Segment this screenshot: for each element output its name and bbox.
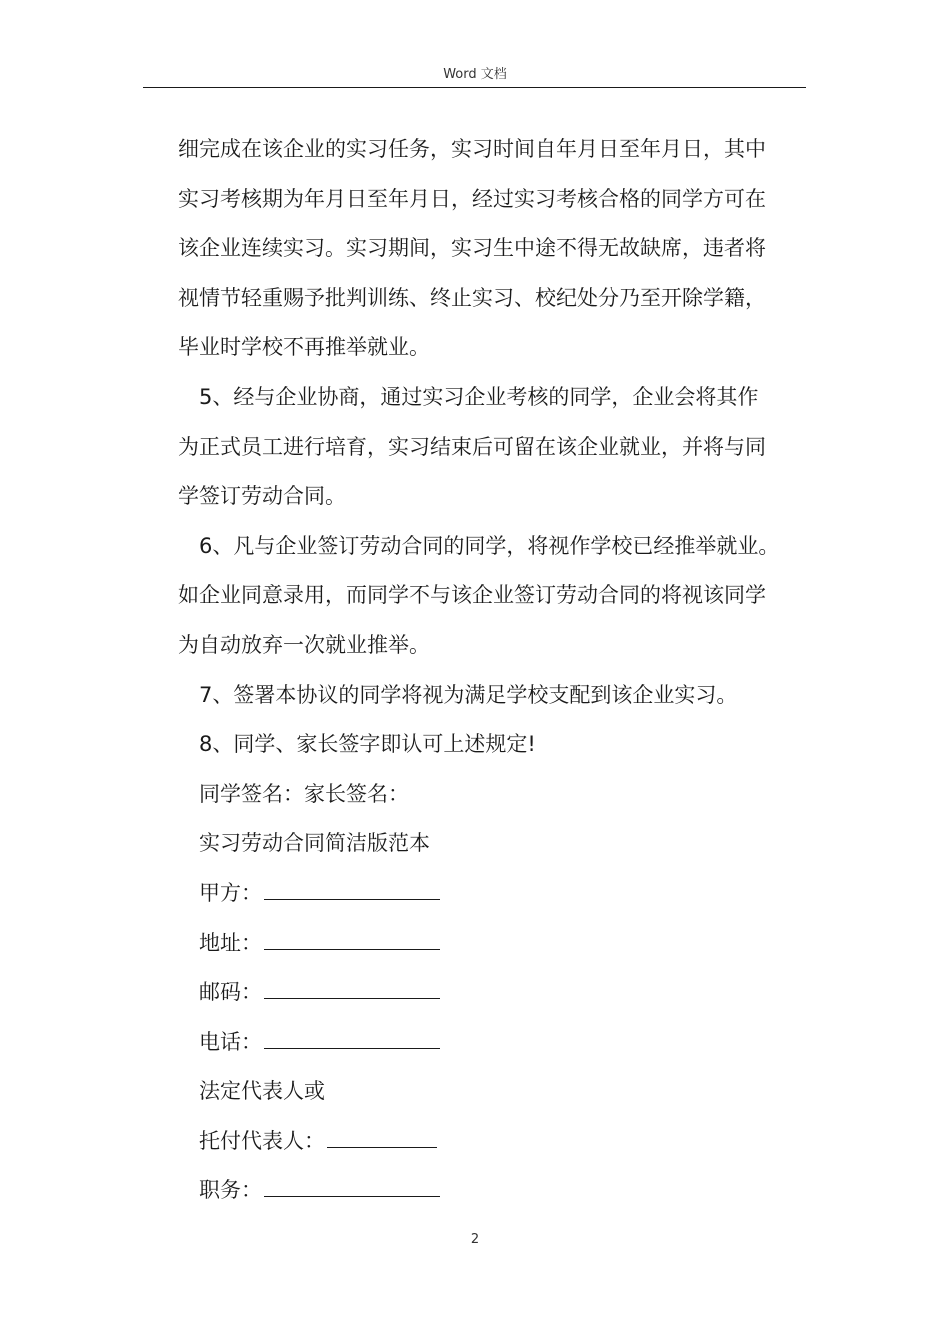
text-line: 如企业同意录用，而同学不与该企业签订劳动合同的将视该同学 xyxy=(178,583,766,608)
party-a-blank[interactable] xyxy=(264,879,440,900)
text-line: 该企业连续实习。实习期间，实习生中途不得无故缺席，违者将 xyxy=(178,236,766,261)
field-label: 邮码： xyxy=(199,980,262,1005)
signature-line: 同学签名：家长签名： xyxy=(199,781,409,806)
text-line: 细完成在该企业的实习任务，实习时间自年月日至年月日，其中 xyxy=(178,137,766,161)
field-label: 法定代表人或 xyxy=(199,1079,325,1104)
phone-blank[interactable] xyxy=(264,1028,440,1049)
paragraph-item-6 xyxy=(178,522,808,671)
field-label: 托付代表人： xyxy=(199,1128,325,1153)
field-party-a xyxy=(178,869,808,919)
text-line: 为自动放弃一次就业推举。 xyxy=(178,632,430,657)
field-legal-rep xyxy=(178,1067,808,1117)
text-line: 为正式员工进行培育，实习结束后可留在该企业就业，并将与同 xyxy=(178,434,766,459)
field-label: 电话： xyxy=(199,1029,262,1054)
page-number: 2 xyxy=(470,1232,480,1247)
paragraph-item-5 xyxy=(178,373,808,522)
page-header-title: Word 文档 xyxy=(443,67,507,82)
text-line: 实习考核期为年月日至年月日，经过实习考核合格的同学方可在 xyxy=(178,186,766,211)
paragraph-item-7 xyxy=(178,671,808,721)
text-line: 视情节轻重赐予批判训练、终止实习、校纪处分乃至开除学籍， xyxy=(178,285,766,310)
field-label: 职务： xyxy=(199,1178,262,1203)
paragraph-continuation xyxy=(178,125,808,373)
field-entrusted-rep xyxy=(178,1117,808,1167)
field-label: 甲方： xyxy=(199,880,262,905)
text-line: 8、同学、家长签字即认可上述规定! xyxy=(199,732,536,757)
paragraph-item-8 xyxy=(178,720,808,770)
postcode-blank[interactable] xyxy=(264,978,440,999)
text-line: 7、签署本协议的同学将视为满足学校支配到该企业实习。 xyxy=(199,682,738,707)
field-address xyxy=(178,919,808,969)
text-line: 5、经与企业协商，通过实习企业考核的同学，企业会将其作 xyxy=(199,384,759,409)
document-body xyxy=(178,125,808,1216)
field-phone xyxy=(178,1018,808,1068)
field-position xyxy=(178,1166,808,1216)
field-label: 地址： xyxy=(199,930,262,955)
field-postcode xyxy=(178,968,808,1018)
text-line: 毕业时学校不再推举就业。 xyxy=(178,335,430,360)
text-line: 6、凡与企业签订劳动合同的同学，将视作学校已经推举就业。 xyxy=(199,533,780,558)
address-blank[interactable] xyxy=(264,929,440,950)
text-line: 学签订劳动合同。 xyxy=(178,484,346,509)
header-rule xyxy=(143,87,806,88)
position-blank[interactable] xyxy=(264,1176,440,1197)
contract-title: 实习劳动合同简洁版范本 xyxy=(199,831,430,856)
entrusted-rep-blank[interactable] xyxy=(327,1127,437,1148)
